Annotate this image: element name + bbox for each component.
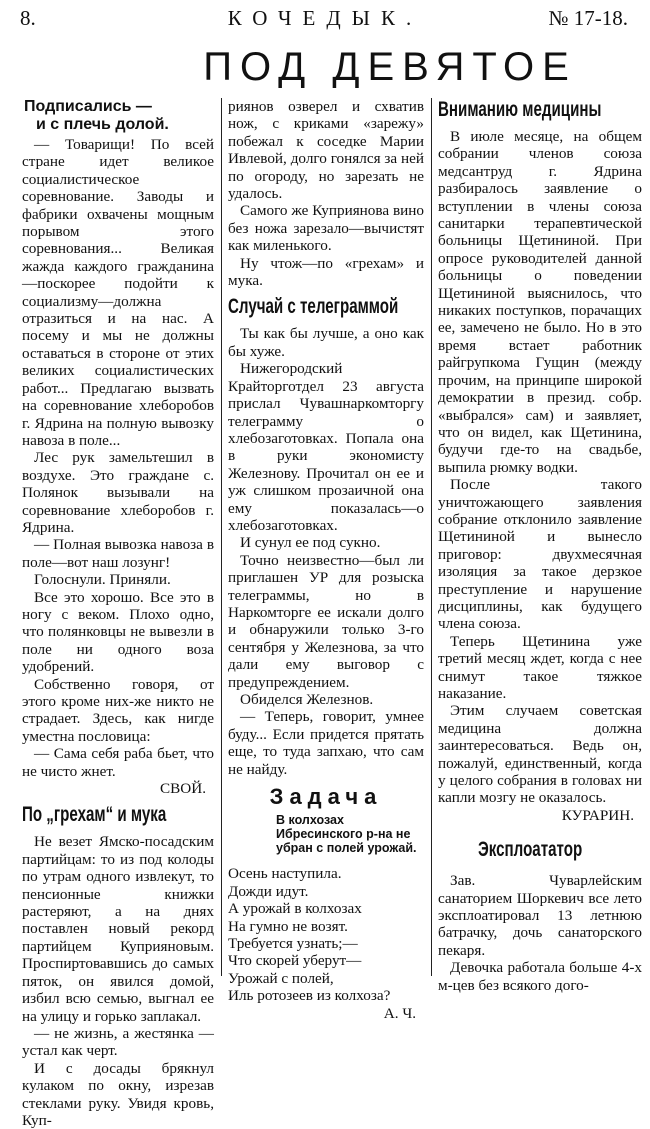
- article-title: Задача: [269, 784, 383, 810]
- column-divider: [221, 98, 222, 976]
- paragraph: Собственно говоря, от этого кроме них-же никто не страдает. Здесь, как нигде уместна пословица:: [22, 675, 214, 745]
- paragraph: Этим случаем советская медицина должна заинтересоваться. Ведь он, пожалуй, единственный, когда у целого собрания в головах ни капли мозгу не оказалось.: [438, 702, 642, 807]
- poem-line: А урожай в колхозах: [228, 900, 362, 918]
- paragraph: Зав. Чуварлейским санаторием Шоркевич все лето эксплоатировал 13 летнюю батрачку, дочь санаторского пекаря.: [438, 872, 642, 959]
- page-header: [0, 0, 650, 40]
- paragraph: — Товарищи! По всей стране идет великое социалистическое соревнование. Заводы и фабрики охвачены мощным порывом этого соревнования... Великая жажда каждого гражданина—поскорее подойти к социализму—должна отразиться и на нас. А посему и мы не должны оставаться в стороне от этих великих социалистических работ... Предлагаю вызвать на соревнование хлеборобов г. Ядрина на полную вывозку навоза в поле...: [22, 136, 214, 449]
- paragraph: — Теперь, говорит, умнее буду... Если придется прятать еще, то туда запхаю, что сам не найду.: [228, 708, 424, 778]
- paragraph: Точно неизвестно—был ли приглашен УР для розыска телеграммы, но в Наркомторге ее искали долго и обнаружили только 3-го сентября у Железнова, за что дали ему выговор с предупреждением.: [228, 551, 424, 691]
- article-title: Подписались —: [24, 98, 152, 115]
- paragraph: Обиделся Железнов.: [240, 691, 374, 708]
- paragraph: Голоснули. Приняли.: [34, 571, 171, 589]
- poem-line: Дожди идут.: [228, 882, 309, 900]
- paragraph: — Полная вывозка навоза в поле—вот наш лозунг!: [22, 536, 214, 571]
- section-title: [150, 44, 630, 90]
- paragraph: После такого уничтожающего заявления собрание отклонило заявление Щетининой и вынесло приговор: двухмесячная изоляция за такое дерзкое преступление и нарушение дисциплины, как будущего члена союза.: [438, 476, 642, 633]
- column-2: [228, 98, 424, 1022]
- paragraph: Нижегородский Крайторготдел 23 августа прислал Чувашнаркомторгу телеграмму о хлебозаготовках. Попала она в руки экономисту Железнову. Прочитал он ее и уж слишком прозаичной она ему показалась—о хлебозаготовках.: [228, 360, 424, 534]
- poem-line: Урожай с полей,: [228, 969, 334, 987]
- article-subtitle: В колхозах Ибресинского р-на не убран с полей урожай.: [276, 813, 417, 856]
- paragraph: Не везет Ямско-посадским партийцам: то из под колоды по утрам одного извлекут, то пенсионные книжки растеряют, а на днях поставлен новый рекорд партийцем Куприяновым. Проспиртовавшись до самых пяток, он явился домой, избил всю семью, выгнал ее на улицу и горько заплакал.: [22, 833, 214, 1025]
- column-divider: [431, 98, 432, 976]
- newspaper-name: КОЧЕДЫК.: [227, 6, 423, 30]
- paragraph: Все это хорошо. Все это в ногу с веком. Плохо одно, что полянковцы не вывезли в поле ни одного воза удобрений.: [22, 588, 214, 676]
- column-3: [438, 98, 642, 994]
- paragraph: — не жизнь, а жестянка —устал как черт.: [22, 1024, 214, 1060]
- article-title: По „грехам“ и мука: [22, 803, 167, 827]
- paragraph: И сунул ее под сукно.: [240, 534, 381, 552]
- signature: А. Ч.: [383, 1004, 416, 1022]
- page-number: 8.: [20, 6, 36, 30]
- paragraph: Ну чтож—по «грехам» и мука.: [228, 254, 424, 290]
- article-title: Вниманию медицины: [438, 98, 602, 121]
- issue-number: № 17-18.: [548, 6, 628, 30]
- signature: СВОЙ.: [160, 780, 206, 798]
- paragraph: И с досады брякнул кулаком по окну, изрезав стеклами руку. Увидя кровь, Куп-: [22, 1059, 214, 1129]
- paragraph: Теперь Щетинина уже третий месяц ждет, когда с нее снимут такое тяжкое наказание.: [438, 632, 642, 702]
- column-1: [22, 98, 214, 1129]
- article-title: и с плечь долой.: [36, 116, 169, 133]
- paragraph: Ты как бы лучше, а оно как бы хуже.: [228, 325, 424, 360]
- paragraph: риянов озверел и схватив нож, с криками «зарежу» побежал к соседке Марии Ивлевой, долго гонялся за ней по огороду, но зарезать не удалось.: [228, 98, 424, 203]
- paragraph: Самого же Куприянова вино без ножа зарезало—вычистят как миленького.: [228, 202, 424, 255]
- paragraph: Девочка работала больше 4-х м-цев без всякого дого-: [438, 959, 642, 994]
- poem-line: Осень наступила.: [228, 865, 342, 883]
- poem-line: Требуется узнать;—: [228, 935, 358, 953]
- poem-line: Что скорей уберут—: [228, 952, 362, 970]
- article-title: Эксплоататор: [478, 838, 583, 862]
- poem-line: На гумно не возят.: [228, 917, 348, 935]
- paragraph: В июле месяце, на общем собрании членов союза медсантруд г. Ядрина разбиралось заявление о вступлении в члены союза санитарки терапевтической больницы Щетининой. При опросе руководителей данной больницы о поведении Щетининой выяснилось, что никаких поступков, порачащих ее, замечено не было. Но в это время встает работник райгрупкома Гущин (между прочим, на принципе широкой демократии в презид. собр. «выбрался» сам) и заявляет, что он видел, как Щетинина, будучи где-то на свадьбе, выпила рюмку водки.: [438, 128, 642, 476]
- article-title: Случай с телеграммой: [228, 295, 399, 319]
- section-title-text: ПОД ДЕВЯТОЕ: [197, 45, 583, 89]
- paragraph: Лес рук замельтешил в воздухе. Это граждане с. Полянок вызывали на соревнование хлеборобов г. Ядрина.: [22, 449, 214, 536]
- poem-line: Иль ротозеев из колхоза?: [228, 987, 391, 1005]
- signature: КУРАРИН.: [561, 806, 634, 824]
- paragraph: — Сама себя раба бьет, что не чисто жнет.: [22, 745, 214, 780]
